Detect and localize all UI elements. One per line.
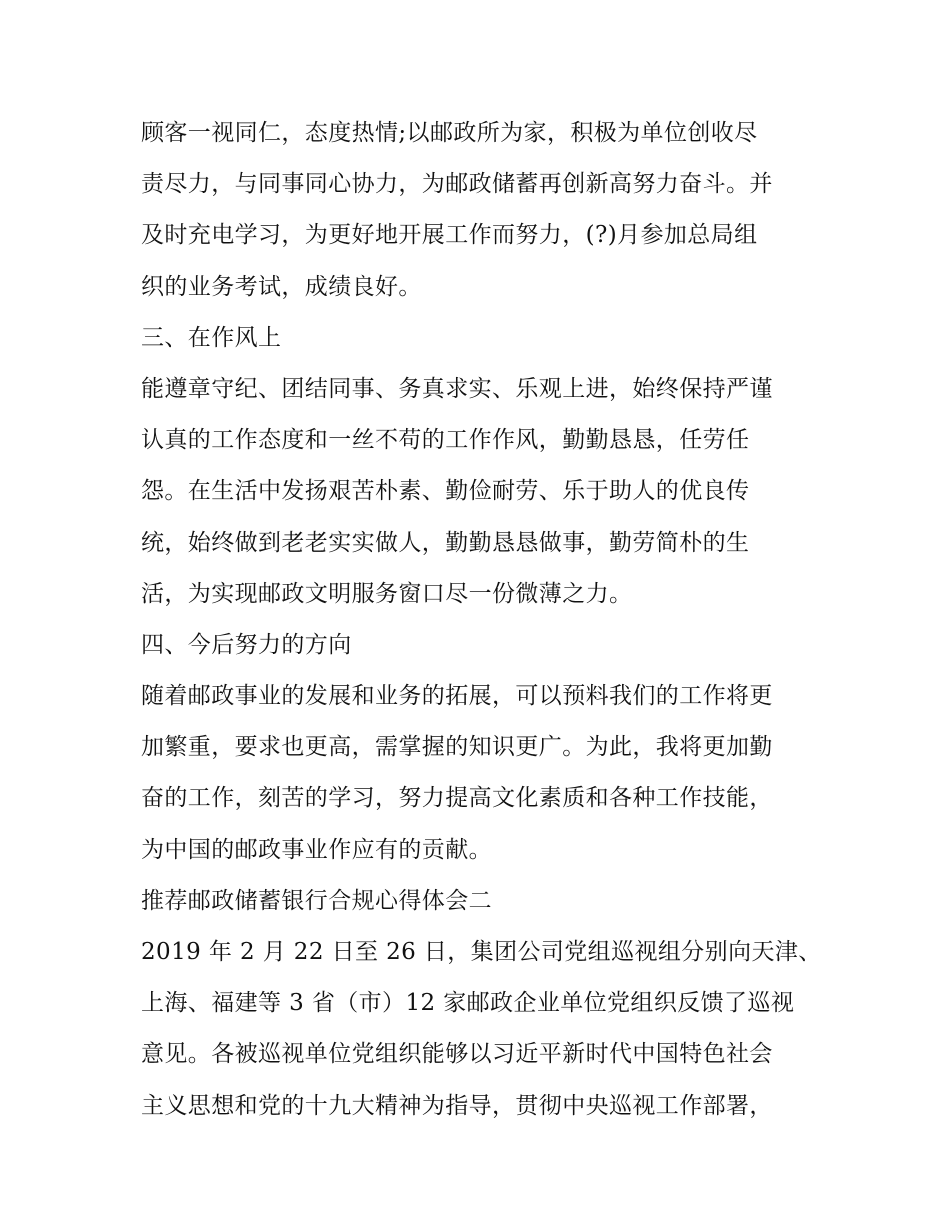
document-body: [141, 108, 821, 1132]
text-line: 为中国的邮政事业作应有的贡献。: [141, 836, 492, 863]
text-line: 顾客一视同仁，态度热情;以邮政所为家，积极为单位创收尽: [141, 120, 758, 146]
text-line: 责尽力，与同事同心协力，为邮政储蓄再创新高努力奋斗。并: [141, 171, 773, 198]
text-line: 怨。在生活中发扬艰苦朴素、勤俭耐劳、乐于助人的优良传: [141, 478, 750, 505]
text-line: 2019 年 2 月 22 日至 26 日，集团公司党组巡视组分别向天津、: [141, 939, 822, 965]
text-line: 织的业务考试，成绩良好。: [141, 273, 422, 300]
text-line: 认真的工作态度和一丝不苟的工作作风，勤勤恳恳，任劳任: [141, 427, 750, 454]
text-line: 上海、福建等 3 省（市）12 家邮政企业单位党组织反馈了巡视: [141, 990, 795, 1017]
text-line: 意见。各被巡视单位党组织能够以习近平新时代中国特色社会: [141, 1041, 773, 1068]
text-line: 能遵章守纪、团结同事、务真求实、乐观上进，始终保持严谨: [141, 375, 773, 402]
text-line: 奋的工作，刻苦的学习，努力提高文化素质和各种工作技能，: [141, 785, 773, 812]
text-line: 活，为实现邮政文明服务窗口尽一份微薄之力。: [141, 580, 633, 607]
text-line: 加繁重，要求也更高，需掌握的知识更广。为此，我将更加勤: [141, 734, 773, 761]
text-line: 及时充电学习，为更好地开展工作而努力，(?)月参加总局组: [141, 222, 758, 249]
section-heading: 四、今后努力的方向: [141, 631, 352, 658]
text-line: 随着邮政事业的发展和业务的拓展，可以预料我们的工作将更: [141, 683, 773, 710]
text-line: 主义思想和党的十九大精神为指导，贯彻中央巡视工作部署，: [141, 1092, 773, 1119]
article-title: 推荐邮政储蓄银行合规心得体会二: [141, 887, 492, 914]
section-heading: 三、在作风上: [141, 324, 282, 351]
text-line: 统，始终做到老老实实做人，勤勤恳恳做事，勤劳简朴的生: [141, 529, 750, 556]
